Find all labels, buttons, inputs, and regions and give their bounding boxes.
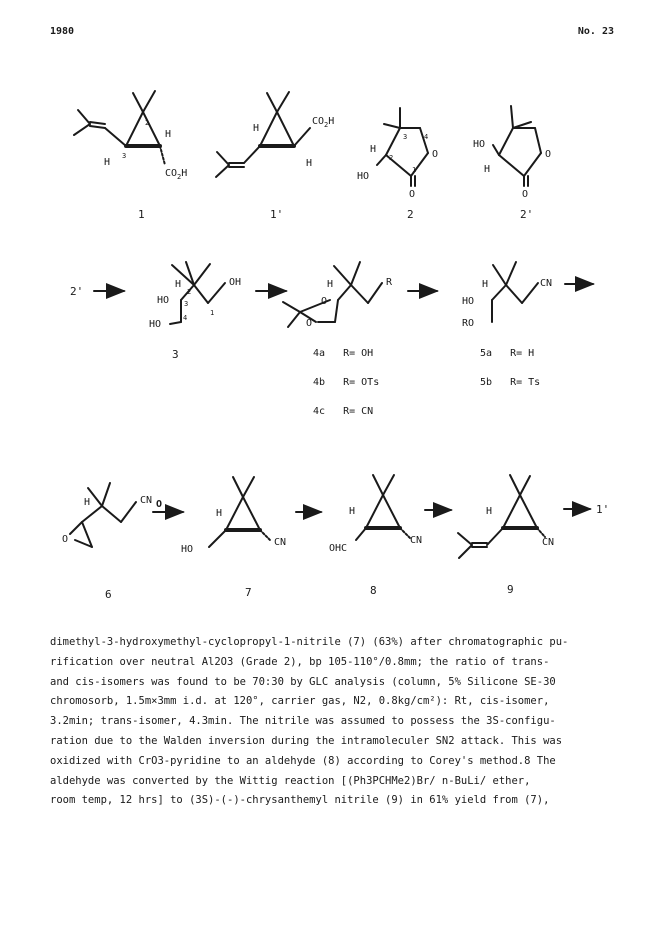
compound-2-structure bbox=[377, 108, 428, 186]
compound-6-structure bbox=[70, 483, 136, 547]
c1-n3: 3 bbox=[122, 152, 127, 160]
c6-label: 6 bbox=[105, 588, 112, 601]
c4-variant: 4a R= OH bbox=[313, 348, 374, 359]
c7-cn: CN bbox=[274, 537, 287, 548]
c3-h: H bbox=[175, 279, 182, 290]
body-line: dimethyl-3-hydroxymethyl-cyclopropyl-1-nitrile (7) (63%) after chromatographic pu- bbox=[50, 636, 569, 648]
c2p-h: H bbox=[484, 164, 491, 175]
c8-ohc: OHC bbox=[329, 543, 348, 554]
c9-h: H bbox=[486, 506, 493, 517]
c2-n1: 1 bbox=[412, 166, 417, 174]
body-line: chromosorb, 1.5m×3mm i.d. at 120°, carrier gas, N2, 0.8kg/cm²): Rt, cis-isomer, bbox=[50, 695, 550, 708]
c6-o: O bbox=[62, 534, 69, 545]
c5-ro: RO bbox=[462, 318, 475, 329]
c3-n2: 2 bbox=[187, 288, 192, 296]
c7-ho: HO bbox=[181, 544, 194, 555]
c2-o-carbonyl: O bbox=[409, 189, 416, 200]
body-line: 3.2min; trans-isomer, 4.3min. The nitrile was assumed to possess the 3S-configu- bbox=[50, 715, 556, 728]
body-line: and cis-isomers was found to be 70:30 by GLC analysis (column, 5% Silicone SE-30 bbox=[50, 675, 556, 688]
compound-5-structure bbox=[492, 262, 538, 322]
c1p-label: 1' bbox=[270, 208, 284, 221]
c2p-label: 2' bbox=[520, 208, 534, 221]
c4-r: R bbox=[386, 277, 393, 288]
c4-variant: 4c R= CN bbox=[313, 406, 374, 417]
c3-label: 3 bbox=[172, 348, 179, 361]
c1-acid: $CO_2H$ bbox=[165, 168, 188, 181]
c2-n4: 4 bbox=[424, 133, 429, 141]
c9-label: 9 bbox=[507, 583, 514, 596]
c4-variant: 4b R= OTs bbox=[313, 377, 380, 388]
c7-label: 7 bbox=[245, 586, 252, 599]
c5-cn: CN bbox=[540, 278, 553, 289]
c9-cn: CN bbox=[542, 537, 555, 548]
c8-label: 8 bbox=[370, 584, 377, 597]
c4-o2: O bbox=[306, 318, 313, 329]
page-year: 1980 bbox=[50, 26, 75, 37]
compound-1-structure bbox=[74, 91, 165, 165]
c2p-ho: HO bbox=[473, 139, 486, 150]
c2p-o-ring: O bbox=[545, 149, 552, 160]
c3-n4: 4 bbox=[183, 314, 188, 322]
body-paragraph bbox=[50, 633, 630, 811]
compound-4-structure bbox=[283, 262, 382, 327]
c1-label: 1 bbox=[138, 208, 145, 221]
c3-ho2: HO bbox=[149, 319, 162, 330]
c2-label: 2 bbox=[407, 208, 414, 221]
c1-h1: H bbox=[165, 129, 172, 140]
c3-n3: 3 bbox=[184, 300, 189, 308]
c1-n2: 2 bbox=[145, 119, 150, 127]
c1-h2: H bbox=[104, 157, 111, 168]
c8-cn: CN bbox=[410, 535, 423, 546]
body-line: rification over neutral Al2O3 (Grade 2), bp 105-110°/0.8mm; the ratio of trans- bbox=[50, 655, 550, 668]
c1p-acid: $CO_2H$ bbox=[312, 116, 335, 129]
c4-h: H bbox=[327, 279, 334, 290]
c5-variant: 5b R= Ts bbox=[480, 377, 541, 388]
c6-cn: CN bbox=[140, 495, 153, 506]
body-line: ration due to the Walden inversion during the intramoleculer SN2 attack. This was bbox=[50, 734, 563, 747]
body-line: oxidized with CrO3-pyridine to an aldehyde (8) according to Corey's method.8 The bbox=[50, 754, 556, 767]
compound-9-structure bbox=[458, 475, 545, 558]
c2p-o-carbonyl: O bbox=[522, 189, 529, 200]
compound-3-structure bbox=[170, 262, 225, 324]
end-label: 1' bbox=[596, 503, 610, 516]
c5-ho: HO bbox=[462, 296, 475, 307]
c6-h: H bbox=[84, 497, 91, 508]
c2-n3: 3 bbox=[403, 133, 408, 141]
c2-h: H bbox=[370, 144, 377, 155]
c2-n2: 2 bbox=[389, 154, 394, 162]
compound-8-structure bbox=[356, 475, 410, 540]
c3-oh: OH bbox=[229, 277, 242, 288]
start-label: 2' bbox=[70, 285, 84, 298]
c4-o1: O bbox=[321, 296, 328, 307]
c5-h: H bbox=[482, 279, 489, 290]
body-line: room temp, 12 hrs] to (3S)-(-)-chrysanthemyl nitrile (9) in 61% yield from (7), bbox=[50, 794, 550, 807]
c7-h: H bbox=[216, 508, 223, 519]
svg-text:O: O bbox=[156, 499, 163, 510]
compound-1-prime-structure bbox=[216, 92, 313, 177]
c2-ho: HO bbox=[357, 171, 370, 182]
c3-n1: 1 bbox=[210, 309, 215, 317]
issue-number: No. 23 bbox=[577, 26, 614, 37]
body-line: aldehyde was converted by the Wittig reaction [(Ph3PCHMe2)Br/ n-BuLi/ ether, bbox=[50, 774, 531, 787]
c3-ho1: HO bbox=[157, 295, 170, 306]
c5-variant: 5a R= H bbox=[480, 348, 535, 359]
c2-o-ring: O bbox=[432, 149, 439, 160]
c8-h: H bbox=[349, 506, 356, 517]
c1p-h1: H bbox=[253, 123, 260, 134]
c1p-h2: H bbox=[306, 158, 313, 169]
compound-2-prime-structure bbox=[493, 106, 541, 186]
